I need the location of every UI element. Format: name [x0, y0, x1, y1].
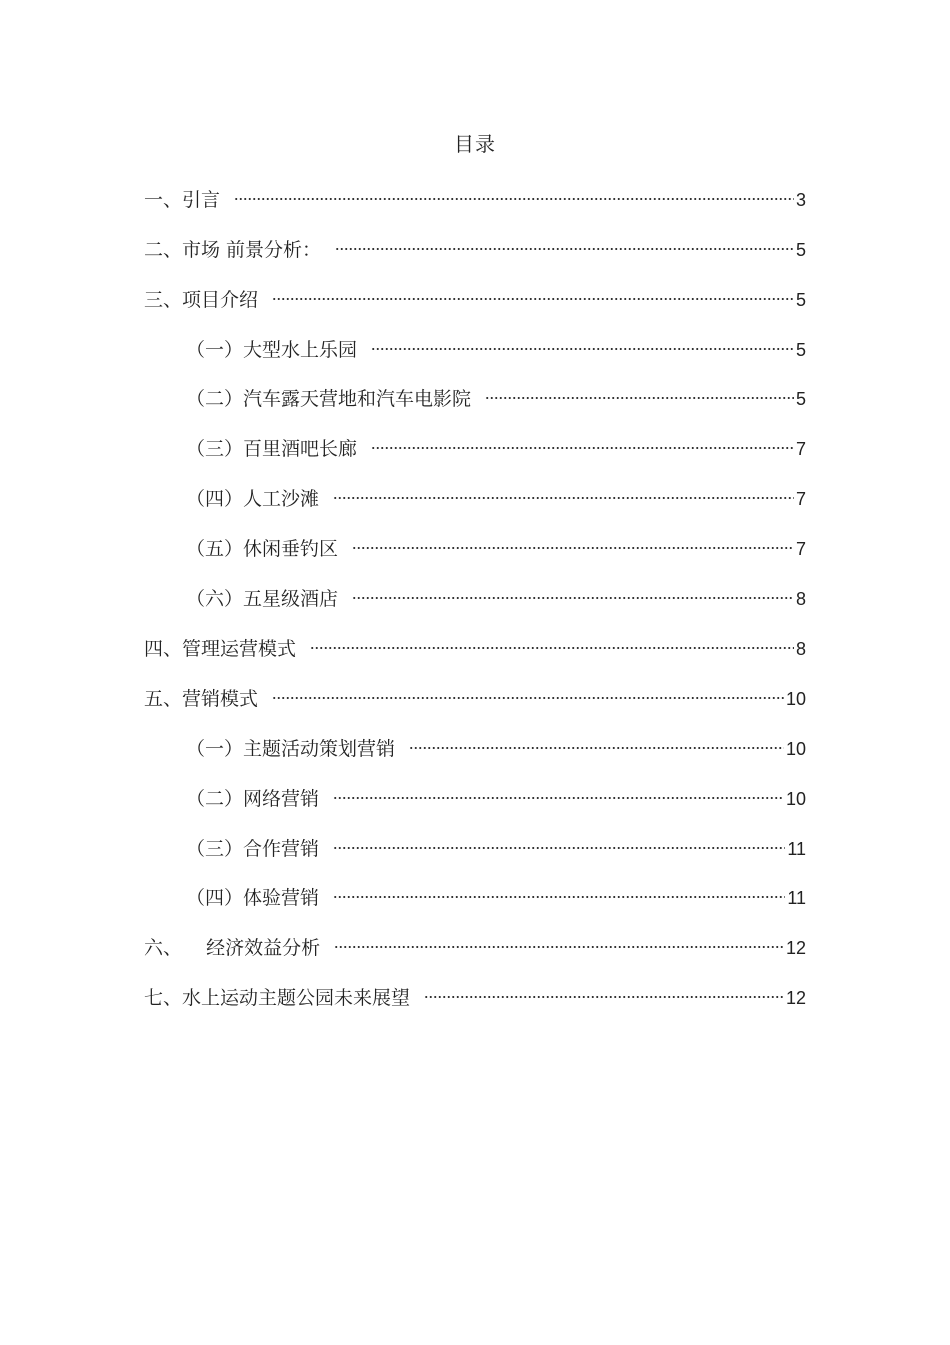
toc-dot-leader	[234, 176, 794, 206]
toc-entry[interactable]	[186, 825, 806, 860]
toc-entry-label: （二）汽车露天营地和汽车电影院	[186, 388, 472, 410]
toc-entry-page: 12	[785, 988, 806, 1008]
toc-dot-leader	[272, 276, 794, 306]
toc-entry[interactable]	[144, 675, 806, 710]
toc-entry-label: （五）休闲垂钓区	[186, 538, 339, 560]
toc-entry-label: 三、项目介绍	[144, 289, 259, 311]
toc-dot-leader	[333, 475, 794, 505]
toc-dot-leader	[352, 525, 794, 555]
toc-dot-leader	[371, 326, 794, 356]
toc-entry[interactable]	[186, 475, 806, 510]
toc-entry-label: 六、 经济效益分析	[144, 937, 321, 959]
toc-entry-page: 11	[787, 839, 806, 859]
toc-entry[interactable]	[186, 525, 806, 560]
toc-entry-label: 四、管理运营模式	[144, 638, 297, 660]
toc-entry[interactable]	[186, 375, 806, 410]
toc-dot-leader	[485, 375, 794, 405]
toc-entry-label: （三）百里酒吧长廊	[186, 438, 358, 460]
toc-entry-label: （四）体验营销	[186, 887, 320, 909]
toc-entry-label: （一）主题活动策划营销	[186, 738, 396, 760]
toc-dot-leader	[334, 924, 784, 954]
toc-dot-leader	[352, 575, 794, 605]
toc-entry-page: 5	[795, 290, 806, 310]
toc-entry-page: 5	[795, 340, 806, 360]
toc-dot-leader	[333, 874, 785, 904]
toc-entry-label: （三）合作营销	[186, 838, 320, 860]
toc-entry-page: 5	[795, 389, 806, 409]
toc-entry-label: （四）人工沙滩	[186, 488, 320, 510]
toc-entry[interactable]	[186, 326, 806, 361]
toc-entry-page: 7	[795, 489, 806, 509]
toc-entry-label: 二、市场 前景分析：	[144, 239, 322, 261]
toc-dot-leader	[409, 725, 784, 755]
toc-entry-page: 8	[795, 639, 806, 659]
toc-entry-label: （一）大型水上乐园	[186, 339, 358, 361]
toc-entry-page: 11	[787, 888, 806, 908]
toc-entry-page: 7	[795, 539, 806, 559]
toc-entry[interactable]	[144, 924, 806, 959]
toc-entry[interactable]	[144, 276, 806, 311]
toc-entry[interactable]	[186, 725, 806, 760]
toc-entry-page: 10	[785, 789, 806, 809]
toc-dot-leader	[424, 974, 784, 1004]
toc-entry-page: 3	[795, 190, 806, 210]
toc-entry-label: 一、引言	[144, 189, 221, 211]
toc-entry[interactable]	[186, 425, 806, 460]
toc-entry-page: 10	[785, 739, 806, 759]
toc-entry-page: 10	[785, 689, 806, 709]
toc-dot-leader	[272, 675, 784, 705]
toc-entry-page: 8	[795, 589, 806, 609]
toc-entry-label: 五、营销模式	[144, 688, 259, 710]
toc-entry[interactable]	[186, 575, 806, 610]
toc-entry-page: 7	[795, 439, 806, 459]
toc-entry-label: （二）网络营销	[186, 788, 320, 810]
toc-dot-leader	[333, 775, 784, 805]
toc-dot-leader	[371, 425, 794, 455]
toc-dot-leader	[333, 825, 785, 855]
toc-title: 目录	[454, 132, 496, 156]
toc-dot-leader	[335, 226, 794, 256]
toc-entry-page: 12	[785, 938, 806, 958]
toc-entry[interactable]	[186, 775, 806, 810]
toc-entry-page: 5	[795, 240, 806, 260]
toc-entry[interactable]	[144, 226, 806, 261]
toc-entry[interactable]	[144, 176, 806, 211]
toc-entry-label: （六）五星级酒店	[186, 588, 339, 610]
toc-entry[interactable]	[144, 625, 806, 660]
toc-entry-label: 七、水上运动主题公园未来展望	[144, 987, 411, 1009]
toc-entry[interactable]	[144, 974, 806, 1009]
toc-dot-leader	[310, 625, 794, 655]
toc-entry[interactable]	[186, 874, 806, 909]
